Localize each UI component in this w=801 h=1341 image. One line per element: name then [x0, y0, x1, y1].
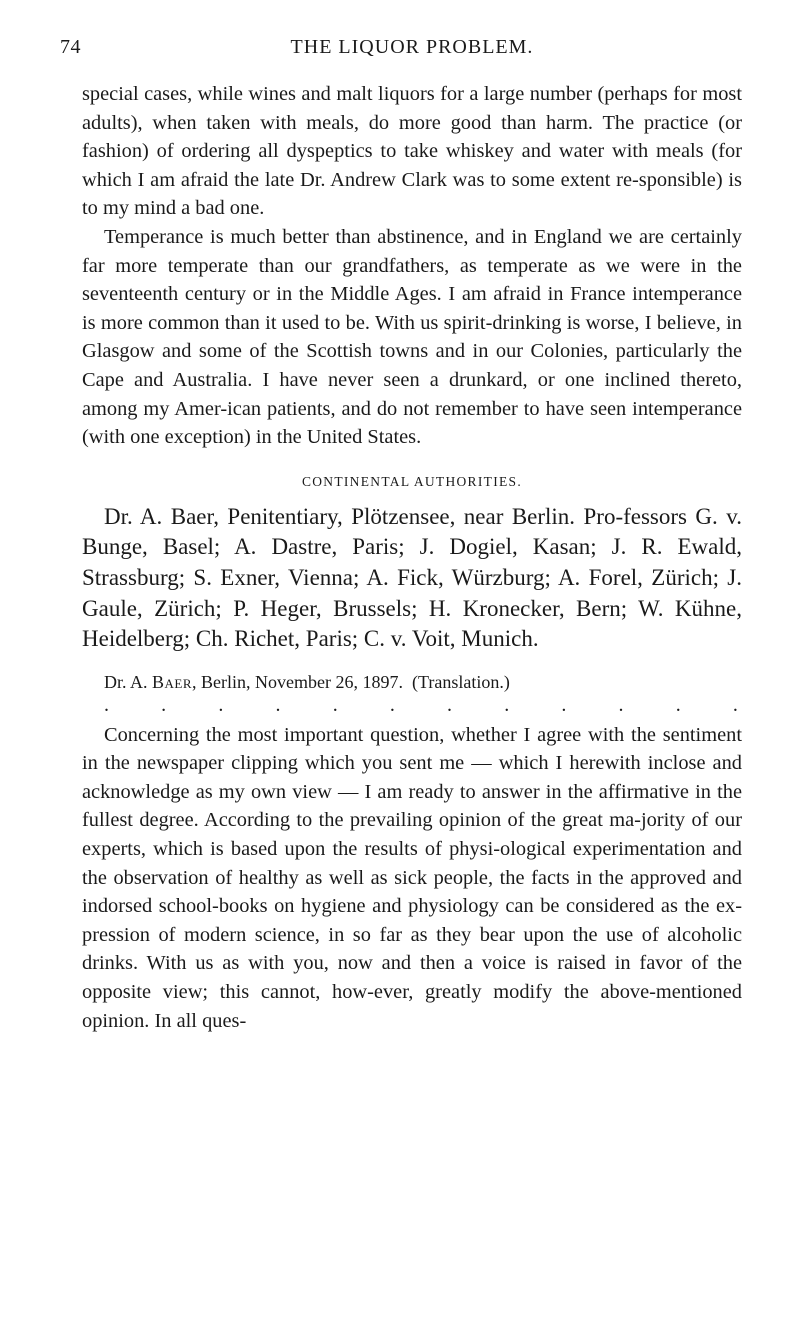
section-heading: CONTINENTAL AUTHORITIES. — [301, 473, 523, 489]
letter-translation-note: (Translation.) — [412, 671, 510, 692]
letter-dateline: , Berlin, November 26, 1897. — [192, 671, 403, 692]
ellipsis-dot: . — [218, 693, 224, 716]
authorities-list: Dr. A. Baer, Penitentiary, Plötzensee, near Berlin. Pro-fessors G. v. Bunge, Basel; A. Dastre, Paris; J. Dogiel, Kasan; J. R. Ewald, Strassburg; S. Exner, Vienna; A. Fick, Würzburg; A. Forel, Zürich; J. Gaule, Zürich; P. Heger, Brussels; H. Kronecker, Bern; W. Kühne, Heidelberg; Ch. Richet, Paris; C. v. Voit, Munich. — [82, 503, 742, 652]
letter-author-prefix: Dr. A. — [104, 671, 148, 692]
paragraph-opening: special cases, while wines and malt liquors for a large number (perhaps for most adults), when taken with meals, do more good than harm. The practice (or fashion) of ordering all dyspeptics to take whiskey and water with meals (for which I am afraid the late Dr. Andrew Clark was to some extent re-sponsible) is to my mind a bad one. — [82, 83, 742, 220]
ellipsis-dot: . — [675, 693, 681, 716]
ellipsis-dot: . — [104, 693, 109, 716]
page-number: 74 — [60, 36, 81, 58]
ellipsis-dot: . — [504, 693, 510, 716]
paragraph-temperance: Temperance is much better than abstinence, and in England we are certainly far more temperate than our grandfathers, as temperate as we were in the seventeenth century or in the Middle Ages. I am afraid in France intemperance is more common than it used to be. With us spirit-drinking is worse, I believe, in Glasgow and some of the Scottish towns and in our Colonies, particularly the Cape and Australia. I have never seen a drunkard, or one inclined thereto, among my Amer-ican patients, and do not remember to have seen intemperance (with one exception) in the United States. — [82, 225, 742, 449]
ellipsis-dot: . — [618, 693, 624, 716]
ellipsis-dot: . — [161, 693, 167, 716]
ellipsis-row — [82, 695, 742, 721]
ellipsis-dot: . — [732, 693, 738, 716]
ellipsis-dot: . — [447, 693, 453, 716]
letter-heading — [82, 669, 742, 695]
book-page — [60, 28, 742, 1035]
ellipsis-dot: . — [389, 693, 395, 716]
running-head — [60, 28, 742, 66]
letter-author-name: Baer — [152, 671, 193, 692]
ellipsis-dot: . — [275, 693, 281, 716]
running-title: THE LIQUOR PROBLEM. — [290, 36, 534, 58]
letter-body: Concerning the most important question, whether I agree with the sentiment in the newspaper clipping which you sent me — which I herewith inclose and acknowledge as my own view — I am ready to answer in the affirmative in the fullest degree. According to the prevailing opinion of the great ma-jority of our experts, which is based upon the results of physi-ological experimentation and the observation of healthy as well as sick people, the facts in the approved and indorsed school-books on hygiene and physiology can be considered as the ex-pression of modern science, in so far as they bear upon the use of alcoholic drinks. With us as with you, now and then a voice is raised in favor of the opposite view; this cannot, how-ever, greatly modify the above-mentioned opinion. In all ques- — [82, 723, 742, 1032]
ellipsis-dot: . — [561, 693, 567, 716]
ellipsis-dot: . — [332, 693, 338, 716]
